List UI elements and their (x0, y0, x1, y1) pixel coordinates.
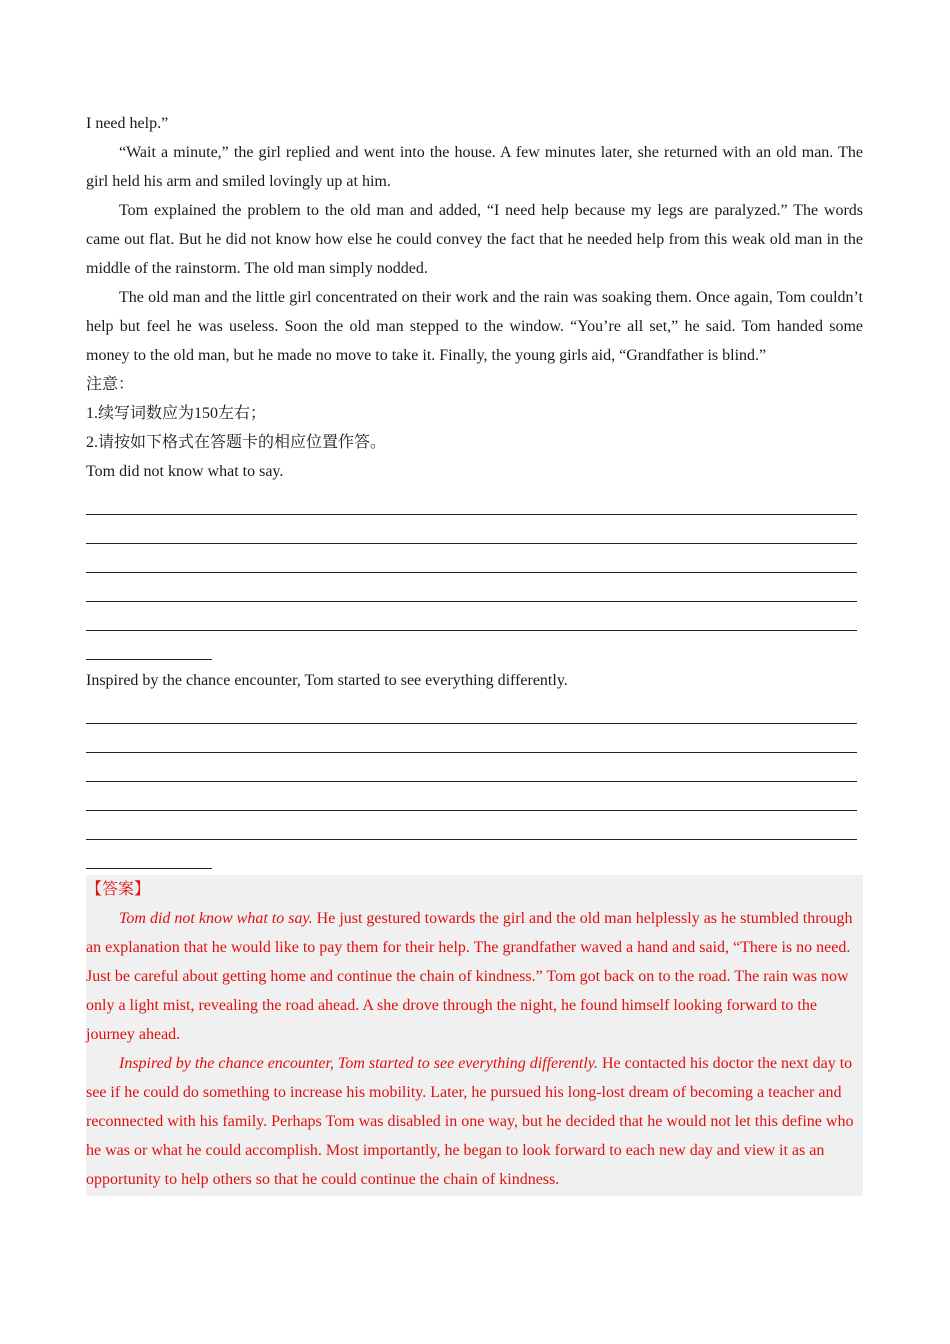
writing-line[interactable] (86, 631, 212, 660)
writing-line[interactable] (86, 811, 857, 840)
writing-line[interactable] (86, 602, 857, 631)
writing-line[interactable] (86, 753, 857, 782)
answer-body: He just gestured towards the girl and the old man helplessly as he stumbled through an explanation that he would like to pay them for their help. The grandfather waved a hand and said, “There is no need. Just be careful about getting home and continue the chain of kindness.” Tom got back on to the road. The rain was now only a light mist, revealing the road ahead. A she drove through the night, he found himself looking forward to the journey ahead. (86, 910, 853, 1043)
answer-paragraph (86, 904, 863, 1049)
writing-line[interactable] (86, 782, 857, 811)
writing-lines-1 (86, 486, 863, 660)
prompt-second: Inspired by the chance encounter, Tom started to see everything differently. (86, 672, 568, 689)
story-paragraph: The old man and the little girl concentrated on their work and the rain was soaking them. Once again, Tom couldn’t help but feel he was useless. Soon the old man stepped to the window. “You’re all set,” he said. Tom handed some money to the old man, but he made no move to take it. Finally, the young girls aid, “Grandfather is blind.” (86, 289, 863, 364)
note-item: 1.续写词数应为150左右； (86, 405, 267, 422)
answer-lead: Inspired by the chance encounter, Tom started to see everything differently. (119, 1055, 598, 1072)
answer-paragraph (86, 1049, 863, 1194)
writing-line[interactable] (86, 695, 857, 724)
prompt-first: Tom did not know what to say. (86, 463, 284, 480)
writing-line[interactable] (86, 544, 857, 573)
writing-line[interactable] (86, 724, 857, 753)
notes-heading: 注意： (86, 376, 135, 393)
answer-label: 【答案】 (86, 881, 151, 898)
writing-lines-2 (86, 695, 863, 869)
writing-line[interactable] (86, 573, 857, 602)
answer-lead: Tom did not know what to say. (119, 910, 313, 927)
story-paragraph: Tom explained the problem to the old man and added, “I need help because my legs are paralyzed.” The words came out flat. But he did not know how else he could convey the fact that he needed help from this weak old man in the middle of the rainstorm. The old man simply nodded. (86, 202, 863, 277)
answer-block (86, 875, 863, 1196)
story-paragraph: I need help.” (86, 115, 169, 132)
writing-line[interactable] (86, 840, 212, 869)
story-paragraph: “Wait a minute,” the girl replied and went into the house. A few minutes later, she returned with an old man. The girl held his arm and smiled lovingly up at him. (86, 144, 863, 190)
writing-line[interactable] (86, 515, 857, 544)
writing-line[interactable] (86, 486, 857, 515)
document-page (86, 109, 863, 1196)
answer-body: He contacted his doctor the next day to see if he could do something to increase his mobility. Later, he pursued his long-lost dream of becoming a teacher and reconnected with his family. Perhaps Tom was disabled in one way, but he decided that he would not let this define who he was or what he could accomplish. Most importantly, he began to look forward to each new day and view it as an opportunity to help others so that he could continue the chain of kindness. (86, 1055, 854, 1188)
note-item: 2.请按如下格式在答题卡的相应位置作答。 (86, 434, 387, 451)
